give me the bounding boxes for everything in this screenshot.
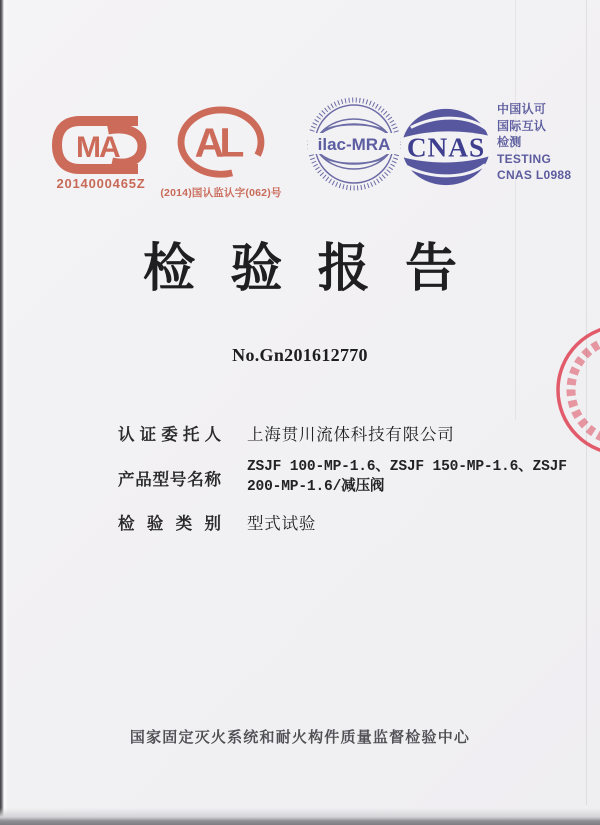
field-value-test-category: 型式试验 xyxy=(247,515,317,533)
report-title: 检验报告 xyxy=(142,240,493,298)
cnas-letters: CNAS xyxy=(406,132,486,163)
scanner-edge-bottom xyxy=(0,808,600,825)
cnas-logo-icon xyxy=(399,106,493,188)
field-value-product-model: ZSJF 100-MP-1.6、ZSJF 150-MP-1.6、ZSJF 200-MP-1.6/减压阀 xyxy=(247,459,567,495)
field-value-applicant: 上海贯川流体科技有限公司 xyxy=(247,426,455,444)
cnas-info-line: TESTING xyxy=(497,151,552,166)
cnas-info-line: 中国认可 xyxy=(497,102,547,116)
scanner-edge-left xyxy=(0,0,8,825)
report-number: No.Gn201612770 xyxy=(232,345,368,365)
cal-certificate-number: (2014)国认监认字(062)号 xyxy=(160,187,282,199)
field-row-product-model xyxy=(118,458,588,497)
field-row-test-category xyxy=(118,510,588,534)
cal-logo-icon xyxy=(176,106,266,184)
report-fields xyxy=(118,421,588,547)
issuing-center-name: 国家固定灭火系统和耐火构件质量监督检验中心 xyxy=(129,729,471,746)
field-label-product-model: 产品型号名称 xyxy=(118,470,221,489)
ilac-mra-logo-icon xyxy=(306,96,402,192)
cma-certificate-number: 2014000465Z xyxy=(56,176,146,191)
cnas-info-line: 国际互认 xyxy=(497,118,547,133)
cnas-info-line: 检测 xyxy=(497,135,522,149)
page-crease-line xyxy=(515,0,516,420)
cma-logo-icon xyxy=(50,114,150,176)
field-label-applicant: 认证委托人 xyxy=(118,426,221,444)
cma-letters: MA xyxy=(76,131,119,164)
page-edge-right xyxy=(586,0,587,805)
cal-letters: AL xyxy=(194,119,240,166)
cnas-info-line: CNAS L0988 xyxy=(497,168,572,182)
field-row-applicant xyxy=(118,421,588,445)
cnas-accreditation-text xyxy=(497,101,589,184)
ilac-mra-label: ilac-MRA xyxy=(317,135,391,154)
field-label-test-category: 检验类别 xyxy=(118,515,221,533)
